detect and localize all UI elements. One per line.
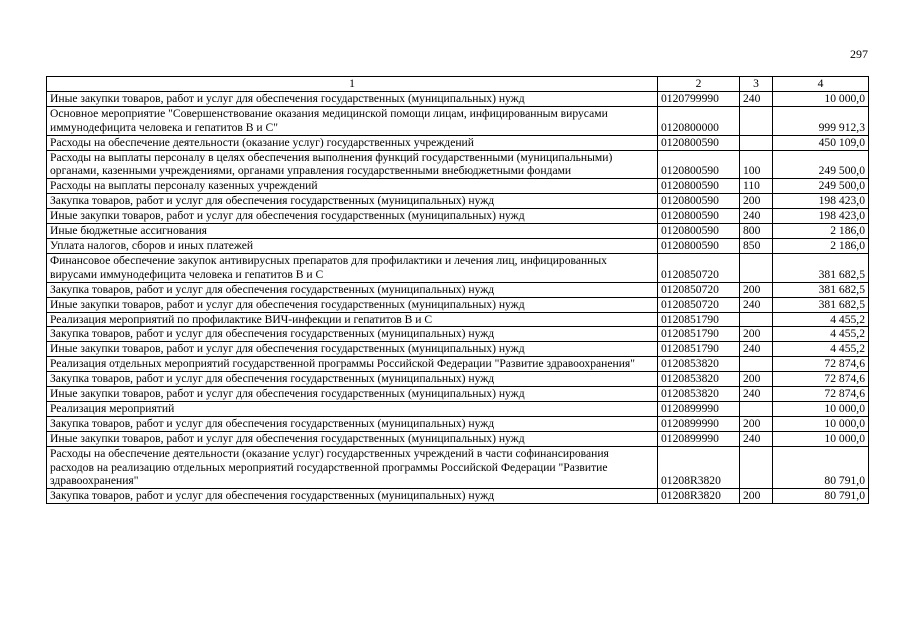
expense-name-cell: Уплата налогов, сборов и иных платежей — [47, 238, 658, 253]
target-code-cell: 0120800590 — [658, 135, 740, 150]
target-code-cell: 0120800590 — [658, 224, 740, 239]
expense-name-cell: Иные закупки товаров, работ и услуг для обеспечения государственных (муниципальных) нужд — [47, 387, 658, 402]
amount-cell: 999 912,3 — [773, 106, 869, 135]
expense-type-cell — [740, 135, 773, 150]
table-row — [47, 238, 869, 253]
expense-type-cell: 200 — [740, 372, 773, 387]
target-code-cell: 0120800000 — [658, 106, 740, 135]
amount-cell: 2 186,0 — [773, 224, 869, 239]
expense-name-cell: Закупка товаров, работ и услуг для обеспечения государственных (муниципальных) нужд — [47, 194, 658, 209]
expense-type-cell: 240 — [740, 91, 773, 106]
amount-cell: 10 000,0 — [773, 416, 869, 431]
expense-name-cell: Закупка товаров, работ и услуг для обеспечения государственных (муниципальных) нужд — [47, 416, 658, 431]
expense-type-cell — [740, 357, 773, 372]
expense-name-cell: Закупка товаров, работ и услуг для обеспечения государственных (муниципальных) нужд — [47, 372, 658, 387]
amount-cell: 381 682,5 — [773, 253, 869, 282]
table-row — [47, 416, 869, 431]
header-col-2: 2 — [658, 77, 740, 92]
expense-name-cell: Реализация мероприятий по профилактике ВИЧ-инфекции и гепатитов В и С — [47, 312, 658, 327]
expense-type-cell: 200 — [740, 194, 773, 209]
expense-type-cell: 240 — [740, 431, 773, 446]
expense-name-cell: Закупка товаров, работ и услуг для обеспечения государственных (муниципальных) нужд — [47, 282, 658, 297]
expense-name-cell: Расходы на выплаты персоналу казенных учреждений — [47, 179, 658, 194]
amount-cell: 4 455,2 — [773, 327, 869, 342]
target-code-cell: 0120853820 — [658, 387, 740, 402]
amount-cell: 381 682,5 — [773, 282, 869, 297]
expense-type-cell — [740, 106, 773, 135]
table-row — [47, 372, 869, 387]
expense-type-cell: 100 — [740, 150, 773, 179]
amount-cell: 10 000,0 — [773, 431, 869, 446]
budget-table — [46, 76, 869, 504]
target-code-cell: 0120899990 — [658, 416, 740, 431]
amount-cell: 10 000,0 — [773, 91, 869, 106]
target-code-cell: 0120799990 — [658, 91, 740, 106]
expense-type-cell — [740, 312, 773, 327]
table-row — [47, 179, 869, 194]
target-code-cell: 0120850720 — [658, 297, 740, 312]
expense-type-cell: 240 — [740, 342, 773, 357]
target-code-cell: 0120853820 — [658, 357, 740, 372]
amount-cell: 72 874,6 — [773, 387, 869, 402]
table-row — [47, 446, 869, 489]
target-code-cell: 0120899990 — [658, 431, 740, 446]
expense-name-cell: Иные закупки товаров, работ и услуг для обеспечения государственных (муниципальных) нужд — [47, 209, 658, 224]
amount-cell: 450 109,0 — [773, 135, 869, 150]
header-col-1: 1 — [47, 77, 658, 92]
target-code-cell: 0120851790 — [658, 312, 740, 327]
table-row — [47, 150, 869, 179]
amount-cell: 381 682,5 — [773, 297, 869, 312]
amount-cell: 249 500,0 — [773, 150, 869, 179]
table-row — [47, 387, 869, 402]
expense-name-cell: Реализация отдельных мероприятий государственной программы Российской Федерации "Развитие здравоохранения" — [47, 357, 658, 372]
amount-cell: 80 791,0 — [773, 489, 869, 504]
expense-name-cell: Финансовое обеспечение закупок антивирусных препаратов для профилактики и лечения лиц, инфицированных вирусами иммунодефицита человека и гепатитов В и С — [47, 253, 658, 282]
expense-name-cell: Закупка товаров, работ и услуг для обеспечения государственных (муниципальных) нужд — [47, 489, 658, 504]
amount-cell: 2 186,0 — [773, 238, 869, 253]
table-row — [47, 401, 869, 416]
table-row — [47, 357, 869, 372]
target-code-cell: 0120800590 — [658, 194, 740, 209]
amount-cell: 72 874,6 — [773, 372, 869, 387]
expense-type-cell: 240 — [740, 297, 773, 312]
budget-table-body — [47, 77, 869, 504]
expense-type-cell: 200 — [740, 489, 773, 504]
header-col-3: 3 — [740, 77, 773, 92]
expense-name-cell: Закупка товаров, работ и услуг для обеспечения государственных (муниципальных) нужд — [47, 327, 658, 342]
table-row — [47, 209, 869, 224]
amount-cell: 72 874,6 — [773, 357, 869, 372]
table-row — [47, 135, 869, 150]
target-code-cell: 0120850720 — [658, 253, 740, 282]
expense-type-cell: 800 — [740, 224, 773, 239]
table-row — [47, 489, 869, 504]
table-row — [47, 106, 869, 135]
table-row — [47, 282, 869, 297]
table-row — [47, 224, 869, 239]
table-row — [47, 342, 869, 357]
target-code-cell: 01208R3820 — [658, 489, 740, 504]
header-col-4: 4 — [773, 77, 869, 92]
expense-type-cell — [740, 253, 773, 282]
amount-cell: 80 791,0 — [773, 446, 869, 489]
expense-name-cell: Расходы на обеспечение деятельности (оказание услуг) государственных учреждений — [47, 135, 658, 150]
expense-name-cell: Иные закупки товаров, работ и услуг для обеспечения государственных (муниципальных) нужд — [47, 431, 658, 446]
expense-type-cell: 240 — [740, 209, 773, 224]
expense-type-cell: 240 — [740, 387, 773, 402]
expense-name-cell: Иные бюджетные ассигнования — [47, 224, 658, 239]
table-row — [47, 194, 869, 209]
expense-type-cell: 200 — [740, 282, 773, 297]
target-code-cell: 0120800590 — [658, 179, 740, 194]
target-code-cell: 0120800590 — [658, 150, 740, 179]
target-code-cell: 01208R3820 — [658, 446, 740, 489]
table-row — [47, 312, 869, 327]
amount-cell: 198 423,0 — [773, 194, 869, 209]
table-row — [47, 431, 869, 446]
table-row — [47, 327, 869, 342]
amount-cell: 10 000,0 — [773, 401, 869, 416]
table-header-row — [47, 77, 869, 92]
target-code-cell: 0120800590 — [658, 209, 740, 224]
target-code-cell: 0120853820 — [658, 372, 740, 387]
expense-name-cell: Иные закупки товаров, работ и услуг для обеспечения государственных (муниципальных) нужд — [47, 342, 658, 357]
expense-type-cell: 110 — [740, 179, 773, 194]
amount-cell: 4 455,2 — [773, 342, 869, 357]
table-row — [47, 91, 869, 106]
expense-type-cell: 200 — [740, 327, 773, 342]
expense-name-cell: Расходы на выплаты персоналу в целях обеспечения выполнения функций государственными (муниципальными) органами, казенными учреждениями, органами управления государственными внебюджетными фондами — [47, 150, 658, 179]
expense-type-cell: 200 — [740, 416, 773, 431]
target-code-cell: 0120899990 — [658, 401, 740, 416]
expense-name-cell: Реализация мероприятий — [47, 401, 658, 416]
amount-cell: 249 500,0 — [773, 179, 869, 194]
expense-name-cell: Иные закупки товаров, работ и услуг для обеспечения государственных (муниципальных) нужд — [47, 91, 658, 106]
table-row — [47, 253, 869, 282]
expense-name-cell: Расходы на обеспечение деятельности (оказание услуг) государственных учреждений в части софинансирования расходов на реализацию отдельных мероприятий государственной программы Российской Федерации "Развитие здравоохранения" — [47, 446, 658, 489]
target-code-cell: 0120800590 — [658, 238, 740, 253]
amount-cell: 4 455,2 — [773, 312, 869, 327]
expense-type-cell — [740, 401, 773, 416]
table-row — [47, 297, 869, 312]
expense-name-cell: Иные закупки товаров, работ и услуг для обеспечения государственных (муниципальных) нужд — [47, 297, 658, 312]
expense-type-cell: 850 — [740, 238, 773, 253]
amount-cell: 198 423,0 — [773, 209, 869, 224]
page-number: 297 — [850, 47, 868, 61]
expense-name-cell: Основное мероприятие "Совершенствование оказания медицинской помощи лицам, инфицированным вирусами иммунодефицита человека и гепатитов В и С" — [47, 106, 658, 135]
target-code-cell: 0120850720 — [658, 282, 740, 297]
target-code-cell: 0120851790 — [658, 342, 740, 357]
target-code-cell: 0120851790 — [658, 327, 740, 342]
expense-type-cell — [740, 446, 773, 489]
